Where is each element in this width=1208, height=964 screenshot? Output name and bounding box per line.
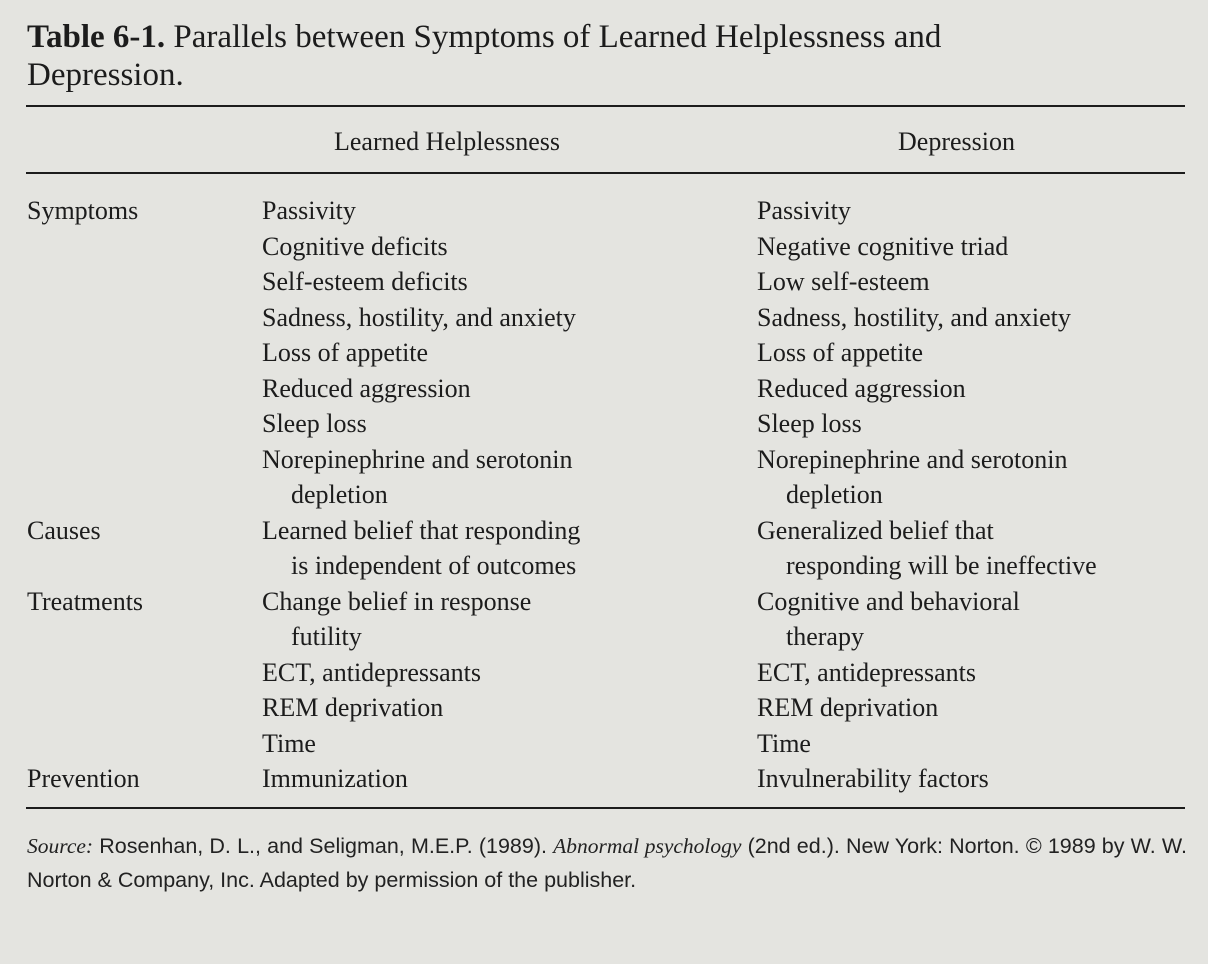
row-category: Treatments bbox=[27, 586, 144, 616]
cell-line: Negative cognitive triad bbox=[757, 231, 1009, 261]
cell-line: Sleep loss bbox=[262, 409, 367, 438]
cell-line: Immunization bbox=[262, 764, 408, 793]
learned-helplessness-cell bbox=[262, 193, 356, 229]
cell-line: depletion bbox=[291, 480, 388, 509]
row-category: Symptoms bbox=[27, 196, 139, 225]
cell-line: Norepinephrine and serotonin bbox=[757, 444, 1068, 474]
column-header-depression: Depression bbox=[898, 127, 1015, 156]
cell-line: Time bbox=[757, 728, 811, 758]
table-row bbox=[0, 442, 1208, 513]
depression-cell bbox=[757, 193, 851, 229]
table-row bbox=[0, 229, 1208, 265]
cell-line: Reduced aggression bbox=[757, 373, 966, 403]
cell-line: Loss of appetite bbox=[757, 338, 924, 367]
depression-cell bbox=[757, 513, 1097, 584]
top-rule bbox=[26, 105, 1185, 107]
cell-line: futility bbox=[291, 622, 362, 651]
table-row bbox=[0, 655, 1208, 691]
depression-cell bbox=[757, 726, 811, 762]
cell-line: Learned belief that responding bbox=[262, 515, 581, 545]
learned-helplessness-cell bbox=[262, 761, 408, 797]
learned-helplessness-cell bbox=[262, 726, 316, 762]
cell-line: REM deprivation bbox=[757, 693, 939, 722]
cell-line: Time bbox=[262, 728, 316, 758]
cell-line: therapy bbox=[786, 622, 864, 651]
depression-cell bbox=[757, 442, 1067, 513]
depression-cell bbox=[757, 406, 862, 442]
learned-helplessness-cell bbox=[262, 584, 531, 655]
depression-cell bbox=[757, 371, 966, 407]
cell-line: REM deprivation bbox=[262, 693, 444, 722]
learned-helplessness-cell bbox=[262, 229, 448, 265]
cell-line: ECT, antidepressants bbox=[757, 657, 977, 687]
depression-cell bbox=[757, 300, 1071, 336]
cell-line: Passivity bbox=[262, 196, 356, 225]
table-row bbox=[0, 690, 1208, 726]
source-book-title: Abnormal psychology bbox=[553, 834, 742, 858]
cell-line: Self-esteem deficits bbox=[262, 267, 468, 296]
cell-line: Passivity bbox=[757, 196, 851, 225]
source-authors: Rosenhan, D. L., and Seligman, M.E.P. (1989). bbox=[99, 834, 547, 858]
table-body bbox=[0, 193, 1208, 797]
cell-line: Cognitive deficits bbox=[262, 231, 448, 261]
table-row bbox=[0, 584, 1208, 655]
cell-line: Cognitive and behavioral bbox=[757, 586, 1020, 616]
cell-line: Low self-esteem bbox=[757, 267, 930, 296]
table-title bbox=[27, 18, 1177, 94]
cell-line: depletion bbox=[786, 480, 883, 509]
learned-helplessness-cell bbox=[262, 335, 428, 371]
depression-cell bbox=[757, 335, 923, 371]
table-row bbox=[0, 371, 1208, 407]
depression-cell bbox=[757, 655, 976, 691]
bottom-rule bbox=[26, 807, 1185, 809]
cell-line: Change belief in response bbox=[262, 586, 532, 616]
table-number: Table 6-1. bbox=[27, 19, 166, 55]
learned-helplessness-cell bbox=[262, 442, 572, 513]
header-rule bbox=[26, 172, 1185, 174]
table-title-line1: Parallels between Symptoms of Learned Helplessness and bbox=[173, 19, 942, 55]
cell-line: is independent of outcomes bbox=[291, 551, 577, 580]
cell-line: Invulnerability factors bbox=[757, 764, 989, 793]
source-note bbox=[27, 829, 1187, 897]
cell-line: Reduced aggression bbox=[262, 373, 471, 403]
cell-line: Loss of appetite bbox=[262, 338, 429, 367]
learned-helplessness-cell bbox=[262, 300, 576, 336]
row-category: Prevention bbox=[27, 764, 140, 793]
learned-helplessness-cell bbox=[262, 406, 367, 442]
depression-cell bbox=[757, 690, 938, 726]
source-rest: (2nd ed.). New York: Norton. © 1989 by W. W. Norton & Company, Inc. Adapted by permission of the publisher. bbox=[27, 834, 1188, 892]
cell-line: responding will be ineffective bbox=[786, 551, 1097, 580]
depression-cell bbox=[757, 761, 989, 797]
learned-helplessness-cell bbox=[262, 690, 443, 726]
learned-helplessness-cell bbox=[262, 264, 468, 300]
cell-line: Sadness, hostility, and anxiety bbox=[757, 302, 1071, 332]
learned-helplessness-cell bbox=[262, 655, 481, 691]
depression-cell bbox=[757, 584, 1020, 655]
learned-helplessness-cell bbox=[262, 513, 580, 584]
table-row bbox=[0, 761, 1208, 797]
table-row bbox=[0, 406, 1208, 442]
depression-cell bbox=[757, 264, 930, 300]
row-category: Causes bbox=[27, 515, 101, 545]
table-title-line2: Depression. bbox=[27, 57, 184, 93]
source-label: Source: bbox=[27, 834, 94, 858]
cell-line: Norepinephrine and serotonin bbox=[262, 444, 573, 474]
table-row bbox=[0, 335, 1208, 371]
cell-line: Sadness, hostility, and anxiety bbox=[262, 302, 576, 332]
table-row bbox=[0, 264, 1208, 300]
column-header-learned-helplessness: Learned Helplessness bbox=[334, 127, 560, 156]
learned-helplessness-cell bbox=[262, 371, 471, 407]
table-row bbox=[0, 513, 1208, 584]
cell-line: ECT, antidepressants bbox=[262, 657, 482, 687]
cell-line: Sleep loss bbox=[757, 409, 862, 438]
cell-line: Generalized belief that bbox=[757, 515, 994, 545]
table-row bbox=[0, 300, 1208, 336]
table-row bbox=[0, 726, 1208, 762]
depression-cell bbox=[757, 229, 1008, 265]
table-row bbox=[0, 193, 1208, 229]
